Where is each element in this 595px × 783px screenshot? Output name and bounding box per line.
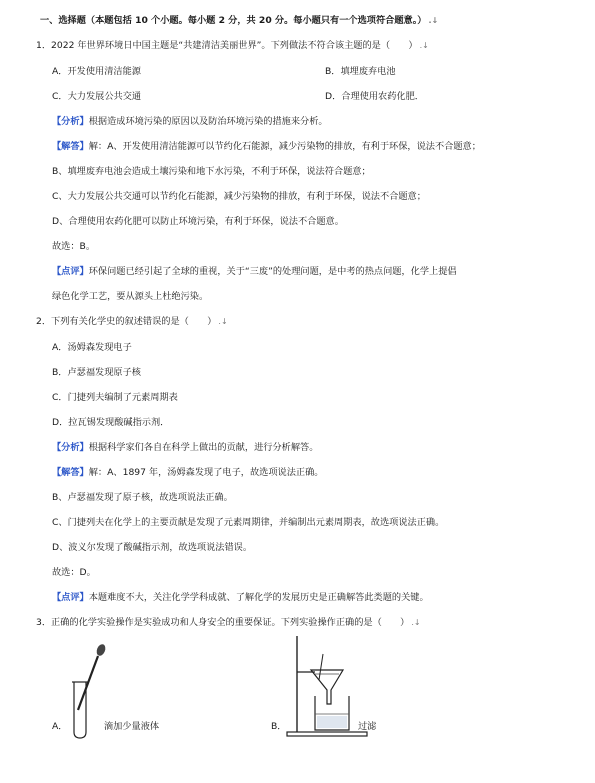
question-1-analysis (52, 115, 575, 129)
question-1-answer-line-4: D、合理使用农药化肥可以防止环境污染，有利于环保，说法不合题意。 (52, 216, 344, 227)
stem-text: 2．下列有关化学史的叙述错误的是（ ） (36, 316, 217, 327)
question-1-stem (36, 39, 575, 53)
section-title (40, 14, 575, 28)
paragraph-mark: .↓ (428, 16, 439, 25)
question-2-answer-line-3: C、门捷列夫在化学上的主要贡献是发现了元素周期律，并编制出元素周期表，故选项说法正确。 (52, 517, 445, 528)
question-3-option-a-letter: A． (52, 721, 68, 732)
question-2-answer-line-4: D、波义尔发现了酸碱指示剂，故选项说法错误。 (52, 542, 253, 553)
question-1-comment-line-1 (52, 265, 575, 279)
analysis-text: 根据造成环境污染的原因以及防治环境污染的措施来分析。 (88, 116, 328, 127)
question-2-answer-line-2: B、卢瑟福发现了原子核，故选项说法正确。 (52, 492, 233, 503)
question-1-comment-line-2: 绿色化学工艺，要从源头上杜绝污染。 (52, 291, 209, 302)
question-1-options-row-2 (52, 90, 575, 104)
question-1-answer-line-3: C、大力发展公共交通可以节约化石能源，减少污染物的排放，有利于环保，说法不合题意； (52, 191, 426, 202)
stem-text: 1．2022 年世界环境日中国主题是“共建清洁美丽世界”。下列做法不符合该主题的是（ ） (36, 40, 418, 51)
analysis-tag: 【分析】 (52, 116, 89, 127)
question-3-option-b-letter: B． (271, 721, 287, 732)
paragraph-mark: .↓ (218, 317, 228, 326)
option-b: B．填埋废弃电池 (325, 66, 396, 77)
comment-text: 本题难度不大，关注化学学科成就、了解化学的发展历史是正确解答此类题的关键。 (88, 592, 429, 603)
option-c: C．大力发展公共交通 (52, 91, 142, 102)
section-title-text: 一、选择题（本题包括 10 个小题。每小题 2 分，共 20 分。每小题只有一个选项符合题意。） (40, 15, 427, 26)
funnel-icon (311, 670, 343, 704)
answer-text: 解：A、1897 年，汤姆森发现了电子，故选项说法正确。 (88, 467, 324, 478)
question-3-stem (36, 616, 575, 630)
question-2-option-b: B．卢瑟福发现原子核 (52, 367, 141, 378)
stem-text: 3．正确的化学实验操作是实验成功和人身安全的重要保证。下列实验操作正确的是（ ） (36, 617, 410, 628)
question-2-option-c: C．门捷列夫编制了元素周期表 (52, 392, 178, 403)
question-1-options-row-1 (52, 65, 575, 79)
comment-text: 环保问题已经引起了全球的重视，关于“三废”的处理问题，是中考的热点问题，化学上提倡 (88, 266, 457, 277)
answer-tag: 【解答】 (52, 141, 89, 152)
question-2-stem (36, 315, 575, 329)
question-2-option-d: D．拉瓦锡发现酸碱指示剂． (52, 417, 170, 428)
paragraph-mark: .↓ (411, 618, 421, 627)
option-d: D．合理使用农药化肥． (325, 91, 424, 102)
answer-tag: 【解答】 (52, 467, 89, 478)
dropper-icon (78, 656, 98, 710)
comment-tag: 【点评】 (52, 592, 89, 603)
paragraph-mark: .↓ (419, 41, 429, 50)
question-2-comment-line-1 (52, 591, 575, 605)
analysis-text: 根据科学家们各自在科学上做出的贡献，进行分析解答。 (88, 442, 319, 453)
question-1-choice: 故选：B。 (52, 241, 96, 252)
question-2-analysis (52, 441, 575, 455)
answer-text: 解：A、开发使用清洁能源可以节约化石能源，减少污染物的排放，有利于环保，说法不合题意； (88, 141, 481, 152)
comment-tag: 【点评】 (52, 266, 89, 277)
question-2-option-a: A．汤姆森发现电子 (52, 342, 132, 353)
question-1-answer-line-1 (52, 140, 575, 154)
question-1-answer-line-2: B、填埋废弃电池会造成土壤污染和地下水污染，不利于环保，说法符合题意； (52, 166, 371, 177)
question-3-option-a-caption: 滴加少量液体 (104, 721, 160, 732)
question-2-answer-line-1 (52, 466, 575, 480)
analysis-tag: 【分析】 (52, 442, 89, 453)
question-2-choice: 故选：D。 (52, 567, 96, 578)
question-3-option-b-caption: 过滤 (358, 721, 377, 732)
option-a: A．开发使用清洁能源 (52, 66, 141, 77)
